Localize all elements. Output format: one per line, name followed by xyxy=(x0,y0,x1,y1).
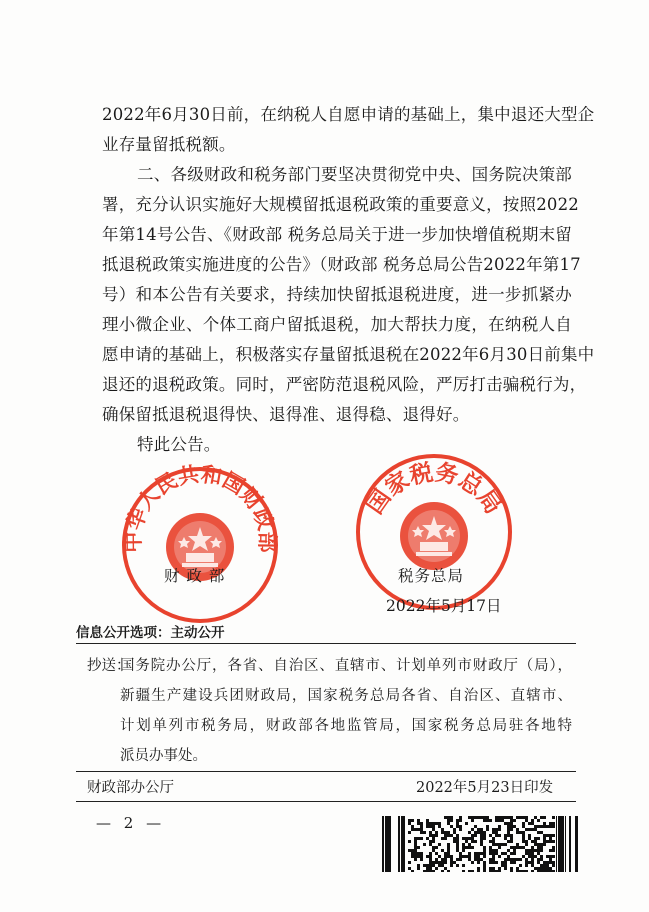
body-line: 确保留抵退税退得快、退得准、退得稳、退得好。 xyxy=(102,405,470,424)
barcode xyxy=(382,816,580,872)
print-date: 2022年5月23日印发 xyxy=(416,780,554,796)
body-line: 愿申请的基础上，积极落实存量留抵退税在2022年6月30日前集中 xyxy=(102,345,595,364)
signature-state-taxation-administration: 税务总局 xyxy=(398,567,465,585)
body-line: 退还的退税政策。同时，严密防范退税风险，严厉打击骗税行为， xyxy=(102,375,587,394)
signature-ministry-of-finance: 财 政 部 xyxy=(164,567,226,585)
seal-ring-text: 国家税务总局 xyxy=(361,459,507,519)
disclosure-option: 信息公开选项：主动公开 xyxy=(76,625,225,641)
cc-line: 派员办事处。 xyxy=(120,748,207,764)
divider xyxy=(76,771,576,772)
body-line: 署，充分认识实施好大规模留抵退税政策的重要意义，按照2022 xyxy=(102,195,579,214)
body-line: 年第14号公告、《财政部 税务总局关于进一步加快增值税期末留 xyxy=(102,225,572,244)
body-line: 二、各级财政和税务部门要坚决贯彻党中央、国务院决策部 xyxy=(137,165,572,184)
signature-date: 2022年5月17日 xyxy=(386,597,502,615)
body-line: 2022年6月30日前，在纳税人自愿申请的基础上，集中退还大型企 xyxy=(102,105,595,124)
barcode-graphic xyxy=(382,816,580,872)
divider xyxy=(76,643,576,644)
body-line: 业存量留抵税额。 xyxy=(102,135,236,154)
issuing-office: 财政部办公厅 xyxy=(87,780,174,796)
cc-line: 国务院办公厅，各省、自治区、直辖市、计划单列市财政厅（局）， xyxy=(120,658,572,674)
body-line: 理小微企业、个体工商户留抵退税，加大帮扶力度，在纳税人自 xyxy=(102,315,572,334)
state-taxation-administration-seal xyxy=(354,452,514,612)
divider xyxy=(76,801,576,802)
closing-text: 特此公告。 xyxy=(137,435,221,454)
cc-line: 计划单列市税务局，财政部各地监管局，国家税务总局驻各地特 xyxy=(120,718,572,734)
body-line: 号）和本公告有关要求，持续加快留抵退税进度，进一步抓紧办 xyxy=(102,285,572,304)
ministry-of-finance-seal xyxy=(120,462,280,625)
cc-label: 抄送： xyxy=(87,658,131,674)
seal-ring-text: 中华人民共和国财政部 xyxy=(120,462,280,553)
page-number: — 2 — xyxy=(96,814,166,832)
body-line: 抵退税政策实施进度的公告》（财政部 税务总局公告2022年第17 xyxy=(102,255,581,274)
national-emblem-icon xyxy=(400,502,468,570)
cc-line: 新疆生产建设兵团财政局，国家税务总局各省、自治区、直辖市、 xyxy=(120,688,572,704)
